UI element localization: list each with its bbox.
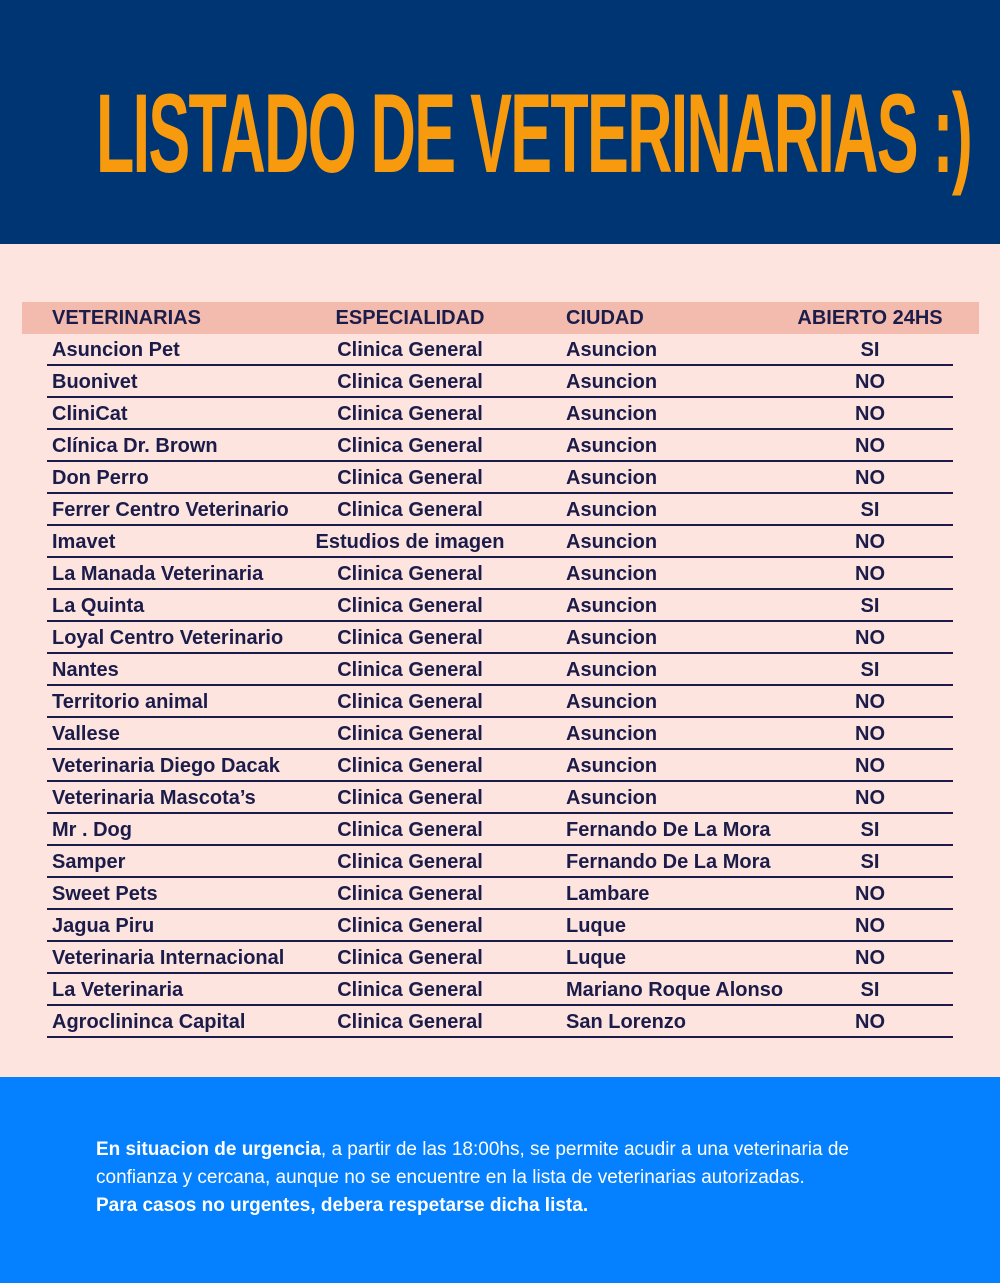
table-row bbox=[0, 846, 1000, 878]
column-header-especialidad: ESPECIALIDAD bbox=[335, 307, 485, 329]
cell-especialidad: Clinica General bbox=[337, 819, 483, 841]
cell-ciudad: Asuncion bbox=[566, 467, 658, 489]
table-row bbox=[0, 1006, 1000, 1038]
cell-especialidad: Clinica General bbox=[337, 691, 483, 713]
cell-abierto-24hs: NO bbox=[855, 563, 885, 585]
table-row bbox=[0, 590, 1000, 622]
cell-especialidad: Clinica General bbox=[337, 979, 483, 1001]
cell-ciudad: Luque bbox=[566, 947, 626, 969]
cell-especialidad: Clinica General bbox=[337, 499, 483, 521]
cell-especialidad: Clinica General bbox=[337, 435, 483, 457]
cell-especialidad: Clinica General bbox=[337, 595, 483, 617]
page-title: LISTADO DE VETERINARIAS :) bbox=[96, 71, 972, 196]
cell-abierto-24hs: NO bbox=[855, 627, 885, 649]
cell-abierto-24hs: NO bbox=[855, 787, 885, 809]
table-body bbox=[0, 334, 1000, 1038]
table-row bbox=[0, 718, 1000, 750]
cell-ciudad: Asuncion bbox=[566, 659, 658, 681]
cell-ciudad: Lambare bbox=[566, 883, 650, 905]
cell-ciudad: Asuncion bbox=[566, 755, 658, 777]
cell-especialidad: Clinica General bbox=[337, 883, 483, 905]
cell-veterinaria: CliniCat bbox=[52, 403, 128, 425]
cell-especialidad: Clinica General bbox=[337, 659, 483, 681]
cell-veterinaria: Clínica Dr. Brown bbox=[52, 435, 218, 457]
cell-ciudad: Asuncion bbox=[566, 563, 658, 585]
cell-veterinaria: La Quinta bbox=[52, 595, 145, 617]
cell-ciudad: Mariano Roque Alonso bbox=[566, 979, 784, 1001]
cell-ciudad: Asuncion bbox=[566, 691, 658, 713]
table-row bbox=[0, 942, 1000, 974]
cell-especialidad: Clinica General bbox=[337, 467, 483, 489]
cell-abierto-24hs: NO bbox=[855, 755, 885, 777]
cell-veterinaria: Imavet bbox=[52, 531, 116, 553]
table-row bbox=[0, 494, 1000, 526]
cell-abierto-24hs: NO bbox=[855, 467, 885, 489]
table-row bbox=[0, 366, 1000, 398]
table-row bbox=[0, 814, 1000, 846]
table-header bbox=[22, 302, 979, 334]
cell-veterinaria: Veterinaria Diego Dacak bbox=[52, 755, 280, 777]
cell-abierto-24hs: NO bbox=[855, 947, 885, 969]
cell-veterinaria: Samper bbox=[52, 851, 126, 873]
table-row bbox=[0, 910, 1000, 942]
cell-veterinaria: La Manada Veterinaria bbox=[52, 563, 264, 585]
cell-especialidad: Clinica General bbox=[337, 563, 483, 585]
urgency-note bbox=[96, 1136, 926, 1220]
cell-veterinaria: Veterinaria Mascota’s bbox=[52, 787, 256, 809]
cell-abierto-24hs: SI bbox=[860, 339, 880, 361]
cell-especialidad: Clinica General bbox=[337, 851, 483, 873]
cell-veterinaria: Sweet Pets bbox=[52, 883, 158, 905]
cell-ciudad: San Lorenzo bbox=[566, 1011, 687, 1033]
table-row bbox=[0, 462, 1000, 494]
cell-especialidad: Clinica General bbox=[337, 339, 483, 361]
table-row bbox=[0, 878, 1000, 910]
table-row bbox=[0, 622, 1000, 654]
cell-abierto-24hs: NO bbox=[855, 1011, 885, 1033]
cell-especialidad: Estudios de imagen bbox=[315, 531, 505, 553]
footer-banner bbox=[0, 1077, 1000, 1283]
table-row bbox=[0, 430, 1000, 462]
row-divider bbox=[47, 1036, 953, 1038]
cell-abierto-24hs: NO bbox=[855, 371, 885, 393]
cell-veterinaria: Ferrer Centro Veterinario bbox=[52, 499, 289, 521]
cell-especialidad: Clinica General bbox=[337, 1011, 483, 1033]
cell-abierto-24hs: NO bbox=[855, 883, 885, 905]
cell-especialidad: Clinica General bbox=[337, 403, 483, 425]
cell-ciudad: Asuncion bbox=[566, 787, 658, 809]
cell-veterinaria: Don Perro bbox=[52, 467, 149, 489]
cell-ciudad: Asuncion bbox=[566, 339, 658, 361]
table-row bbox=[0, 654, 1000, 686]
column-header-veterinarias: VETERINARIAS bbox=[52, 307, 201, 329]
cell-especialidad: Clinica General bbox=[337, 787, 483, 809]
cell-ciudad: Asuncion bbox=[566, 403, 658, 425]
urgency-note-text: , a partir de las 18:00hs, se permite acudir a una veterinaria de confianza y cercana, aunque no se encuentre en la lista de veterinarias autorizadas. bbox=[96, 1139, 849, 1188]
cell-ciudad: Asuncion bbox=[566, 595, 658, 617]
non-urgent-note: Para casos no urgentes, debera respetarse dicha lista. bbox=[96, 1195, 589, 1216]
cell-abierto-24hs: SI bbox=[860, 595, 880, 617]
cell-especialidad: Clinica General bbox=[337, 627, 483, 649]
cell-veterinaria: Mr . Dog bbox=[52, 819, 132, 841]
cell-abierto-24hs: NO bbox=[855, 403, 885, 425]
cell-abierto-24hs: SI bbox=[860, 979, 880, 1001]
cell-veterinaria: Jagua Piru bbox=[52, 915, 155, 937]
table-row bbox=[0, 686, 1000, 718]
column-header-abierto-24hs: ABIERTO 24HS bbox=[797, 307, 943, 329]
cell-abierto-24hs: SI bbox=[860, 659, 880, 681]
header-banner bbox=[0, 0, 1000, 244]
cell-ciudad: Fernando De La Mora bbox=[566, 851, 771, 873]
table-row bbox=[0, 398, 1000, 430]
table-row bbox=[0, 974, 1000, 1006]
table-row bbox=[0, 526, 1000, 558]
table-row bbox=[0, 558, 1000, 590]
table-row bbox=[0, 334, 1000, 366]
column-header-ciudad: CIUDAD bbox=[566, 307, 644, 329]
cell-ciudad: Asuncion bbox=[566, 627, 658, 649]
cell-veterinaria: Territorio animal bbox=[52, 691, 209, 713]
cell-abierto-24hs: NO bbox=[855, 915, 885, 937]
cell-especialidad: Clinica General bbox=[337, 723, 483, 745]
cell-especialidad: Clinica General bbox=[337, 915, 483, 937]
cell-ciudad: Fernando De La Mora bbox=[566, 819, 771, 841]
cell-abierto-24hs: NO bbox=[855, 723, 885, 745]
cell-abierto-24hs: NO bbox=[855, 691, 885, 713]
cell-veterinaria: Veterinaria Internacional bbox=[52, 947, 285, 969]
cell-veterinaria: Vallese bbox=[52, 723, 120, 745]
cell-veterinaria: Loyal Centro Veterinario bbox=[52, 627, 284, 649]
cell-veterinaria: Buonivet bbox=[52, 371, 138, 393]
cell-ciudad: Luque bbox=[566, 915, 626, 937]
cell-abierto-24hs: SI bbox=[860, 819, 880, 841]
cell-veterinaria: Agroclininca Capital bbox=[52, 1011, 246, 1033]
cell-veterinaria: Nantes bbox=[52, 659, 119, 681]
cell-veterinaria: La Veterinaria bbox=[52, 979, 184, 1001]
cell-abierto-24hs: SI bbox=[860, 851, 880, 873]
table-row bbox=[0, 750, 1000, 782]
cell-especialidad: Clinica General bbox=[337, 947, 483, 969]
cell-veterinaria: Asuncion Pet bbox=[52, 339, 180, 361]
cell-abierto-24hs: NO bbox=[855, 531, 885, 553]
cell-especialidad: Clinica General bbox=[337, 371, 483, 393]
table-row bbox=[0, 782, 1000, 814]
cell-ciudad: Asuncion bbox=[566, 435, 658, 457]
cell-ciudad: Asuncion bbox=[566, 531, 658, 553]
cell-especialidad: Clinica General bbox=[337, 755, 483, 777]
urgency-note-bold: En situacion de urgencia bbox=[96, 1139, 321, 1160]
cell-ciudad: Asuncion bbox=[566, 499, 658, 521]
cell-ciudad: Asuncion bbox=[566, 371, 658, 393]
cell-abierto-24hs: SI bbox=[860, 499, 880, 521]
cell-ciudad: Asuncion bbox=[566, 723, 658, 745]
cell-abierto-24hs: NO bbox=[855, 435, 885, 457]
